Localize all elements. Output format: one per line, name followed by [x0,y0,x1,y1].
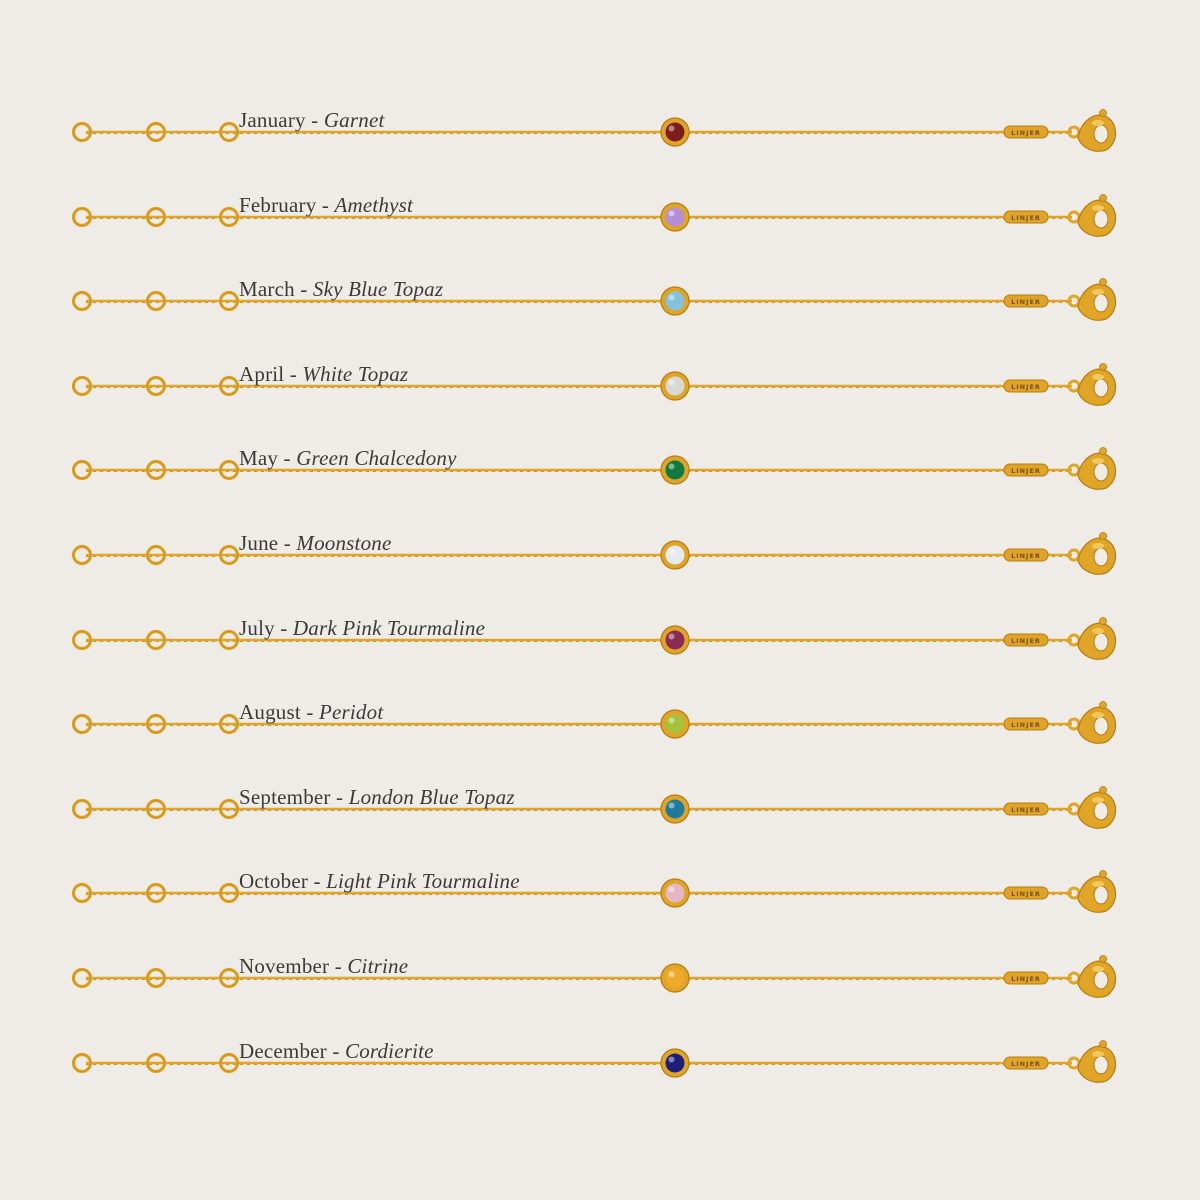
clasp [1069,279,1116,321]
stone-label: Cordierite [344,1038,434,1063]
birthstone [661,456,689,484]
brand-tag [1004,972,1048,984]
separator: - [278,446,297,471]
stone-label: Sky Blue Topaz [312,277,444,302]
clasp [1069,871,1116,913]
birthstone [661,710,689,738]
bracelet-row [0,851,1200,935]
clasp [1069,702,1116,744]
bracelet-row [0,428,1200,512]
chain [86,893,1072,895]
birthstone-caption [239,531,392,556]
month-label: April [239,361,285,386]
month-label: October [239,869,309,894]
chain [86,555,1072,557]
chain [86,470,1072,472]
month-label: June [239,531,279,555]
clasp [1069,786,1116,828]
brand-tag [1004,295,1048,307]
month-label: January [239,108,306,132]
bracelet-image [0,767,1200,851]
brand-tag [1004,887,1048,899]
clasp [1069,617,1116,659]
separator: - [294,277,313,302]
bracelet-image [0,175,1200,259]
svg-text:LINJER: LINJER [1011,552,1041,560]
separator: - [308,869,327,894]
svg-text:LINJER: LINJER [1011,721,1041,730]
birthstone-caption [239,700,383,725]
bracelet-row [0,259,1200,343]
chain [86,386,1072,388]
brand-tag [1004,380,1048,392]
birthstone-caption [239,277,443,302]
month-label: November [239,954,330,978]
month-label: August [239,700,301,725]
chain [86,809,1072,811]
brand-tag [1004,464,1048,476]
separator: - [316,192,335,217]
bracelet-image [0,682,1200,766]
brand-tag [1004,803,1048,815]
chain [86,1063,1072,1065]
brand-tag [1004,549,1048,561]
month-label: July [239,615,275,640]
separator: - [305,108,324,132]
bracelet-row [0,767,1200,851]
bracelet-row [0,344,1200,428]
stone-label: Dark Pink Tourmaline [292,615,486,640]
clasp [1069,956,1116,998]
bracelet-image [0,259,1200,343]
birthstone [661,541,689,569]
separator: - [300,700,319,725]
stone-label: Light Pink Tourmaline [326,869,520,894]
chain [86,132,1072,134]
birthstone-caption [239,362,408,387]
chain [86,301,1072,303]
stone-label: Garnet [323,108,385,132]
birthstone [661,118,689,146]
stone-label: White Topaz [302,361,409,386]
bracelet-image [0,598,1200,682]
bracelet-image [0,936,1200,1020]
bracelet-image [0,90,1200,174]
bracelet-image [0,851,1200,935]
clasp [1069,533,1116,575]
separator: - [326,1038,345,1063]
month-label: February [239,192,317,217]
birthstone [661,1049,689,1077]
birthstone-caption [239,954,408,979]
svg-text:LINJER: LINJER [1011,805,1041,814]
clasp [1069,1040,1116,1082]
stone-label: London Blue Topaz [348,784,515,809]
clasp [1069,448,1116,490]
birthstone [661,879,689,907]
birthstone [661,626,689,654]
birthstone-caption [239,446,457,471]
birthstone-caption [239,193,413,218]
svg-text:LINJER: LINJER [1011,975,1041,983]
separator: - [284,361,303,386]
stone-label: Citrine [347,954,409,978]
bracelet-row [0,90,1200,174]
brand-tag [1004,126,1048,138]
bracelet-image [0,344,1200,428]
bracelet-row [0,598,1200,682]
svg-text:LINJER: LINJER [1011,298,1041,307]
svg-text:LINJER: LINJER [1011,382,1041,391]
bracelet-row [0,175,1200,259]
bracelet-image [0,513,1200,597]
stone-label: Peridot [318,700,384,725]
svg-text:LINJER: LINJER [1011,636,1041,645]
brand-tag [1004,1057,1048,1069]
birthstone [661,287,689,315]
bracelet-image [0,1021,1200,1105]
birthstone-caption [239,869,520,894]
birthstone-caption [239,616,485,641]
chain [86,978,1072,980]
svg-text:LINJER: LINJER [1011,467,1041,476]
brand-tag [1004,211,1048,223]
separator: - [274,615,293,640]
birthstone [661,372,689,400]
stone-label: Green Chalcedony [296,446,457,471]
birthstone-caption [239,1039,434,1064]
clasp [1069,110,1116,152]
birthstone [661,795,689,823]
birthstone [661,203,689,231]
svg-text:LINJER: LINJER [1011,1059,1041,1068]
chain [86,640,1072,642]
birthstone-caption [239,785,515,810]
bracelet-row [0,682,1200,766]
svg-text:LINJER: LINJER [1011,129,1041,137]
month-label: March [239,277,295,302]
bracelet-image [0,428,1200,512]
bracelet-row [0,513,1200,597]
stone-label: Moonstone [296,531,392,555]
clasp [1069,363,1116,405]
month-label: December [239,1038,327,1063]
month-label: September [239,784,331,809]
chain [86,724,1072,726]
stone-label: Amethyst [334,192,414,217]
birthstone-caption [239,108,385,133]
clasp [1069,194,1116,236]
brand-tag [1004,718,1048,730]
svg-text:LINJER: LINJER [1011,890,1041,899]
birthstone [661,964,689,992]
separator: - [329,954,348,978]
brand-tag [1004,634,1048,646]
bracelet-row [0,936,1200,1020]
chain [86,217,1072,219]
svg-text:LINJER: LINJER [1011,213,1041,222]
separator: - [330,784,349,809]
separator: - [278,531,297,555]
month-label: May [239,446,279,471]
bracelet-row [0,1021,1200,1105]
